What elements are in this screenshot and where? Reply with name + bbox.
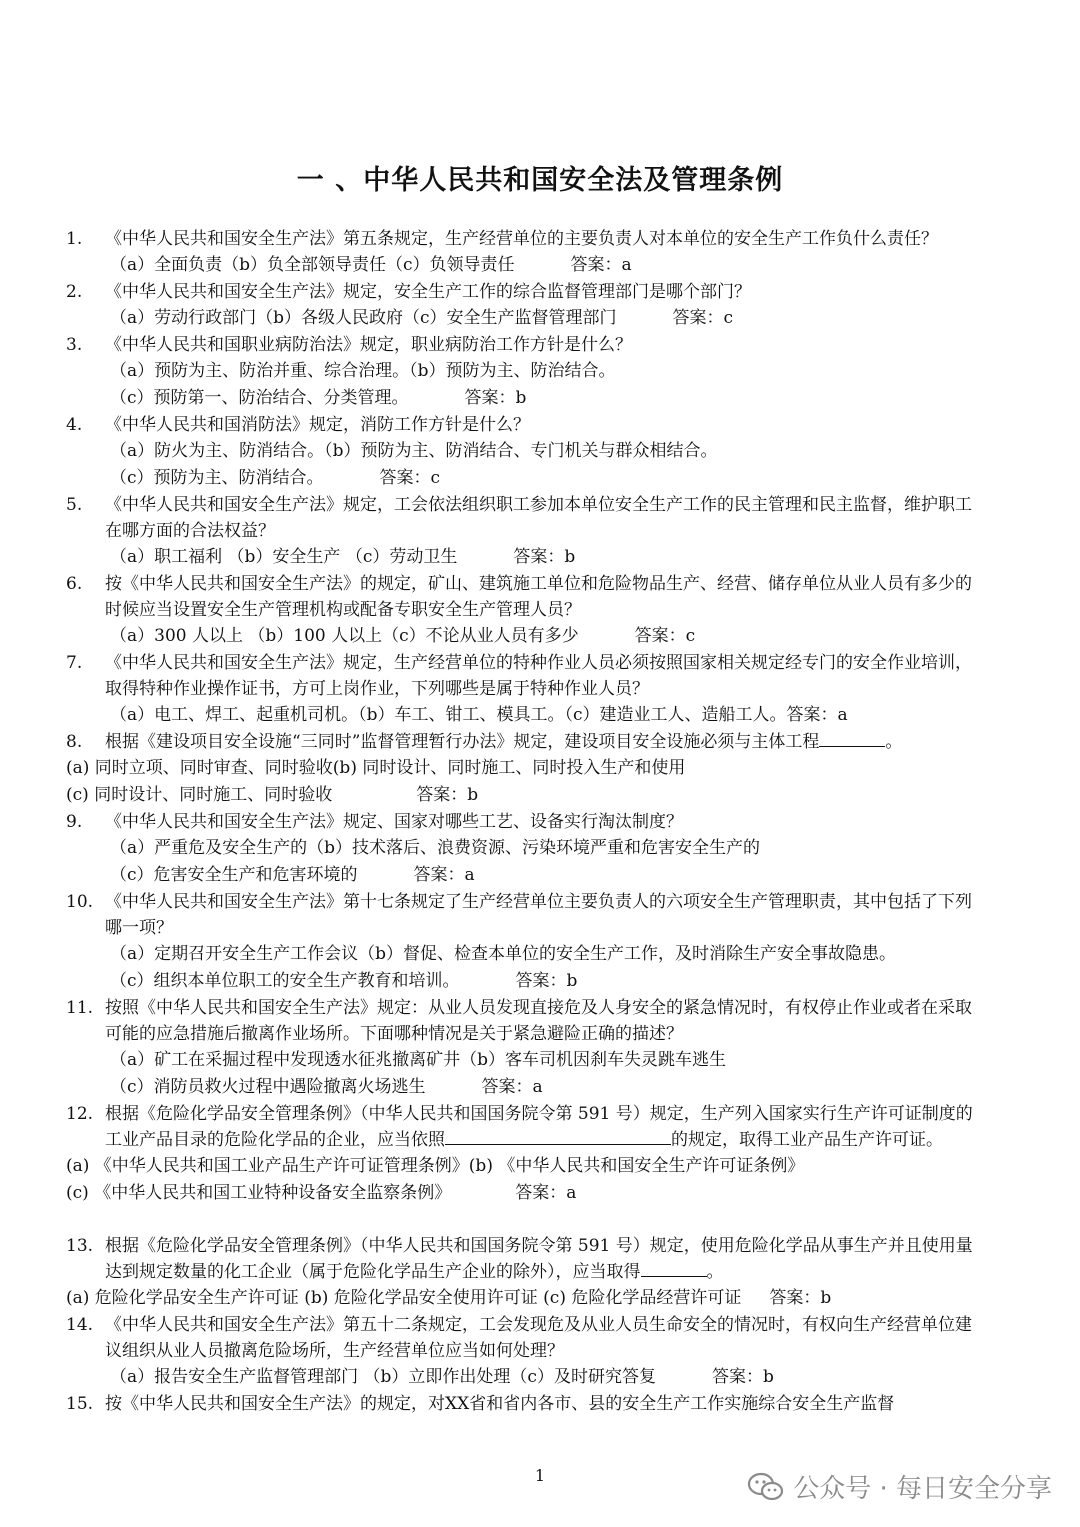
question-text-tail: 。 (706, 1262, 724, 1282)
wechat-icon (747, 1472, 785, 1502)
option-line: (a) 同时立项、同时审查、同时验收(b) 同时设计、同时施工、同时投入生产和使用 (66, 758, 686, 778)
question-number: 9. (66, 812, 83, 832)
question-options (0, 252, 1080, 279)
option-line: （a）预防为主、防治并重、综合治理。（b）预防为主、防治结合。 (110, 361, 616, 381)
question-number: 4. (66, 415, 83, 435)
answer: 答案：a (515, 1183, 577, 1203)
question-text-tail: 。 (885, 732, 903, 752)
option-line: （a）防火为主、防消结合。（b）预防为主、防消结合、专门机关与群众相结合。 (110, 441, 718, 461)
question-12 (0, 1101, 1080, 1153)
option-line: （a）劳动行政部门（b）各级人民政府（c）安全生产监督管理部门 (110, 308, 617, 328)
option-line: （c）预防为主、防消结合。 (110, 468, 324, 488)
question-options (0, 1074, 1080, 1101)
option-line: （a）300 人以上 （b）100 人以上（c）不论从业人员有多少 (110, 626, 579, 646)
answer: 答案：a (570, 255, 632, 275)
question-options (0, 465, 1080, 492)
question-text-tail: 的规定，取得工业产品生产许可证。 (671, 1130, 943, 1150)
question-4 (0, 412, 1080, 438)
question-10 (0, 889, 1080, 941)
question-number: 8. (66, 732, 83, 752)
question-options (0, 862, 1080, 889)
question-text: 《中华人民共和国安全生产法》第十七条规定了生产经营单位主要负责人的六项安全生产管理职责，其中包括了下列哪一项？ (105, 892, 972, 938)
option-line: （c）危害安全生产和危害环境的 (110, 865, 358, 885)
question-number: 7. (66, 653, 83, 673)
question-number: 10. (66, 892, 94, 912)
fill-in-blank (641, 1260, 707, 1277)
question-number: 13. (66, 1236, 94, 1256)
question-text: 按《中华人民共和国安全生产法》的规定，矿山、建筑施工单位和危险物品生产、经营、储存单位从业人员有多少的时候应当设置安全生产管理机构或配备专职安全生产管理人员？ (105, 574, 972, 620)
question-number: 11. (66, 998, 94, 1018)
question-number: 2. (66, 282, 83, 302)
question-7 (0, 650, 1080, 702)
question-number: 14. (66, 1315, 94, 1335)
option-line: （a）电工、焊工、起重机司机。（b）车工、钳工、模具工。（c）建造业工人、造船工人。 (110, 705, 787, 725)
option-line: (c) 《中华人民共和国工业特种设备安全监察条例》 (66, 1183, 452, 1203)
answer: 答案：c (634, 626, 696, 646)
option-line: (a) 危险化学品安全生产许可证 (b) 危险化学品安全使用许可证 (c) 危险化学品经营许可证 (66, 1288, 742, 1308)
question-options (0, 385, 1080, 412)
answer: 答案：b (416, 785, 479, 805)
option-line: （a）矿工在采掘过程中发现透水征兆撤离矿井（b）客车司机因刹车失灵跳车逃生 (110, 1050, 727, 1070)
answer: 答案：b (711, 1367, 774, 1387)
option-line: (c) 同时设计、同时施工、同时验收 (66, 785, 333, 805)
question-options (0, 1285, 1080, 1312)
question-text: 《中华人民共和国安全生产法》规定，生产经营单位的特种作业人员必须按照国家相关规定经专门的安全作业培训，取得特种作业操作证书，方可上岗作业，下列哪些是属于特种作业人员？ (105, 653, 972, 699)
watermark (747, 1468, 1052, 1505)
option-line: （a）报告安全生产监督管理部门 （b）立即作出处理（c）及时研究答复 (110, 1367, 656, 1387)
answer: 答案：b (464, 388, 527, 408)
question-5 (0, 492, 1080, 544)
question-14 (0, 1312, 1080, 1364)
option-line: （a）严重危及安全生产的（b）技术落后、浪费资源、污染环境严重和危害安全生产的 (110, 838, 761, 858)
page-number: 1 (534, 1466, 546, 1485)
question-text: 按照《中华人民共和国安全生产法》规定：从业人员发现直接危及人身安全的紧急情况时，有权停止作业或者在采取可能的应急措施后撤离作业场所。下面哪种情况是关于紧急避险正确的描述？ (105, 998, 972, 1044)
question-number: 3. (66, 335, 83, 355)
answer: 答案：a (413, 865, 475, 885)
question-text: 根据《危险化学品安全管理条例》（中华人民共和国国务院令第 591 号）规定，生产列入国家实行生产许可证制度的工业产品目录的危险化学品的企业，应当依照 (105, 1104, 973, 1150)
question-options (0, 544, 1080, 571)
fill-in-blank (819, 730, 885, 747)
answer: 答案：b (515, 971, 578, 991)
question-options (0, 968, 1080, 995)
question-13 (0, 1233, 1080, 1285)
answer: 答案：b (769, 1288, 832, 1308)
question-9 (0, 809, 1080, 835)
question-options (0, 782, 1080, 809)
question-text: 《中华人民共和国安全生产法》规定，工会依法组织职工参加本单位安全生产工作的民主管理和民主监督，维护职工在哪方面的合法权益？ (105, 495, 972, 541)
question-number: 12. (66, 1104, 94, 1124)
answer: 答案：b (513, 547, 576, 567)
question-text: 根据《建设项目安全设施“三同时”监督管理暂行办法》规定，建设项目安全设施必须与主体工程 (105, 732, 820, 752)
question-options (0, 702, 1080, 729)
question-options (0, 623, 1080, 650)
question-3 (0, 332, 1080, 358)
answer: 答案：a (481, 1077, 543, 1097)
question-options (0, 1364, 1080, 1391)
question-text: 《中华人民共和国安全生产法》规定、国家对哪些工艺、设备实行淘汰制度？ (105, 812, 683, 832)
question-text: 《中华人民共和国安全生产法》第五条规定，生产经营单位的主要负责人对本单位的安全生产工作负什么责任？ (105, 229, 938, 249)
fill-in-blank (445, 1128, 671, 1145)
option-line: (a) 《中华人民共和国工业产品生产许可证管理条例》(b) 《中华人民共和国安全生产许可证条例》 (66, 1156, 805, 1176)
question-text: 按《中华人民共和国安全生产法》的规定，对XX省和省内各市、县的安全生产工作实施综合安全生产监督 (105, 1394, 895, 1414)
question-8 (0, 729, 1080, 755)
question-text: 《中华人民共和国职业病防治法》规定，职业病防治工作方针是什么？ (105, 335, 632, 355)
answer: 答案：c (672, 308, 734, 328)
option-line: （c）预防第一、防治结合、分类管理。 (110, 388, 409, 408)
page-title: 一 、中华人民共和国安全法及管理条例 (296, 165, 784, 196)
question-number: 6. (66, 574, 83, 594)
option-line: （a）全面负责（b）负全部领导责任（c）负领导责任 (110, 255, 515, 275)
watermark-text: 公众号 · 每日安全分享 (793, 1474, 1052, 1504)
question-text: 《中华人民共和国消防法》规定，消防工作方针是什么？ (105, 415, 530, 435)
question-options (0, 305, 1080, 332)
question-1 (0, 226, 1080, 252)
question-options (0, 1180, 1080, 1207)
question-number: 1. (66, 229, 83, 249)
question-text: 《中华人民共和国安全生产法》规定，安全生产工作的综合监督管理部门是哪个部门？ (105, 282, 751, 302)
question-number: 15. (66, 1394, 94, 1414)
question-6 (0, 571, 1080, 623)
question-number: 5. (66, 495, 83, 515)
question-list (0, 226, 1080, 1417)
answer: 答案：a (786, 705, 848, 725)
answer: 答案：c (379, 468, 441, 488)
option-line: （c）组织本单位职工的安全生产教育和培训。 (110, 971, 460, 991)
question-15 (0, 1391, 1080, 1417)
option-line: （a）定期召开安全生产工作会议（b）督促、检查本单位的安全生产工作，及时消除生产安全事故隐患。 (110, 944, 897, 964)
question-text: 《中华人民共和国安全生产法》第五十二条规定，工会发现危及从业人员生命安全的情况时，有权向生产经营单位建议组织从业人员撤离危险场所，生产经营单位应当如何处理？ (105, 1315, 972, 1361)
question-text: 根据《危险化学品安全管理条例》（中华人民共和国国务院令第 591 号）规定，使用危险化学品从事生产并且使用量达到规定数量的化工企业（属于危险化学品生产企业的除外），应当取得 (105, 1236, 973, 1282)
question-11 (0, 995, 1080, 1047)
option-line: （c）消防员救火过程中遇险撤离火场逃生 (110, 1077, 426, 1097)
question-2 (0, 279, 1080, 305)
option-line: （a）职工福利 （b）安全生产 （c）劳动卫生 (110, 547, 458, 567)
